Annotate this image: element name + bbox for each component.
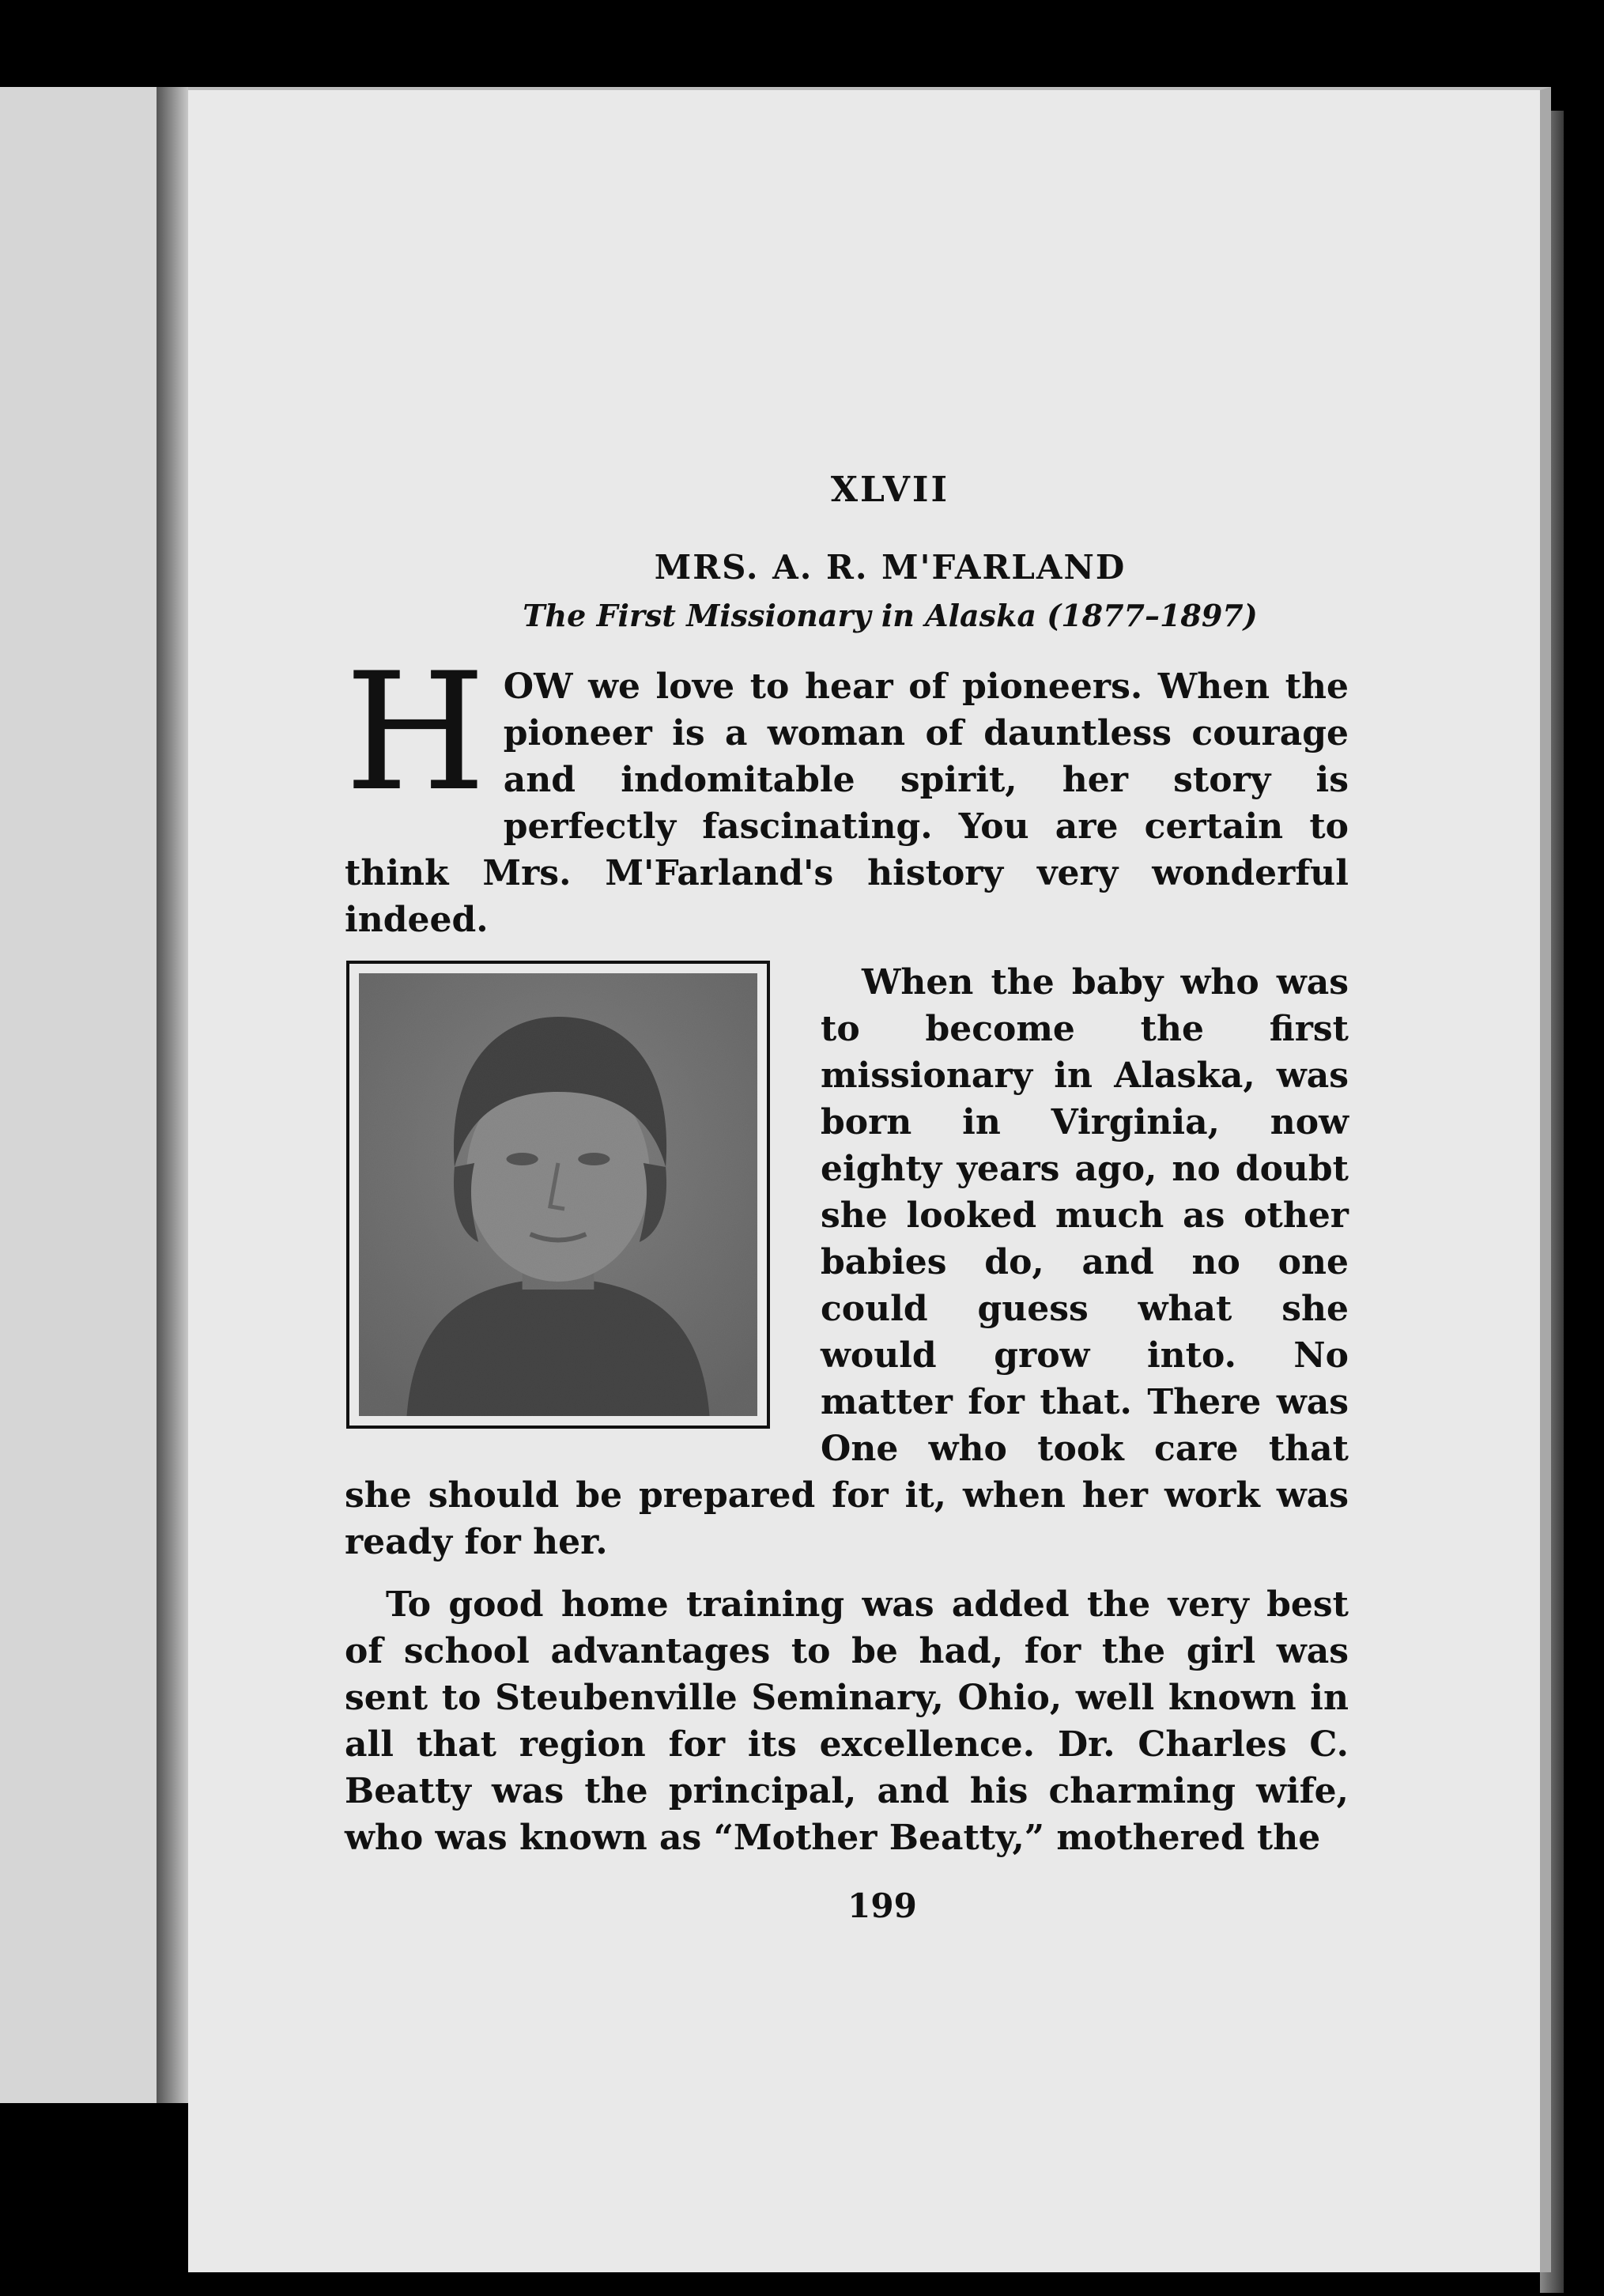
portrait-photo: [346, 961, 770, 1429]
facing-page: [0, 87, 164, 2103]
paragraph-2: When the baby who was to become the first missionary in Alaska, was born in Virginia, now eighty years ago, no doubt she looked much as other babies do, and no one could guess what she would grow into. No matter for that. There was One who took care that she should be prepared for it, when her work was ready for her.: [345, 962, 1349, 1562]
page-content: [345, 470, 1349, 1925]
drop-cap: H: [345, 639, 486, 827]
chapter-subtitle: The First Missionary in Alaska (1877–1897): [523, 598, 1258, 633]
paragraph-3: To good home training was added the very best of school advantages to be had, for the girl was sent to Steubenville Seminary, Ohio, well known in all that region for its excellence. Dr. Charles C. Beatty was the principal, and his charming wife, who was known as “Mother Beatty,” mothered the: [345, 1584, 1349, 1858]
book-gutter: [157, 87, 188, 2103]
portrait-image: [359, 973, 757, 1416]
page-number: 199: [847, 1886, 917, 1925]
paragraph-1-text: OW we love to hear of pioneers. When the pioneer is a woman of dauntless courage and indomitable spirit, her story is perfectly fascinating. You are certain to think Mrs. M'Farland's history very wonderful indeed.: [345, 667, 1349, 940]
paragraph-1: [345, 639, 1349, 943]
chapter-title: MRS. A. R. M'FARLAND: [654, 548, 1127, 587]
book-page: [188, 87, 1551, 2272]
chapter-body: [345, 639, 1349, 1861]
chapter-number: XLVII: [830, 470, 950, 510]
